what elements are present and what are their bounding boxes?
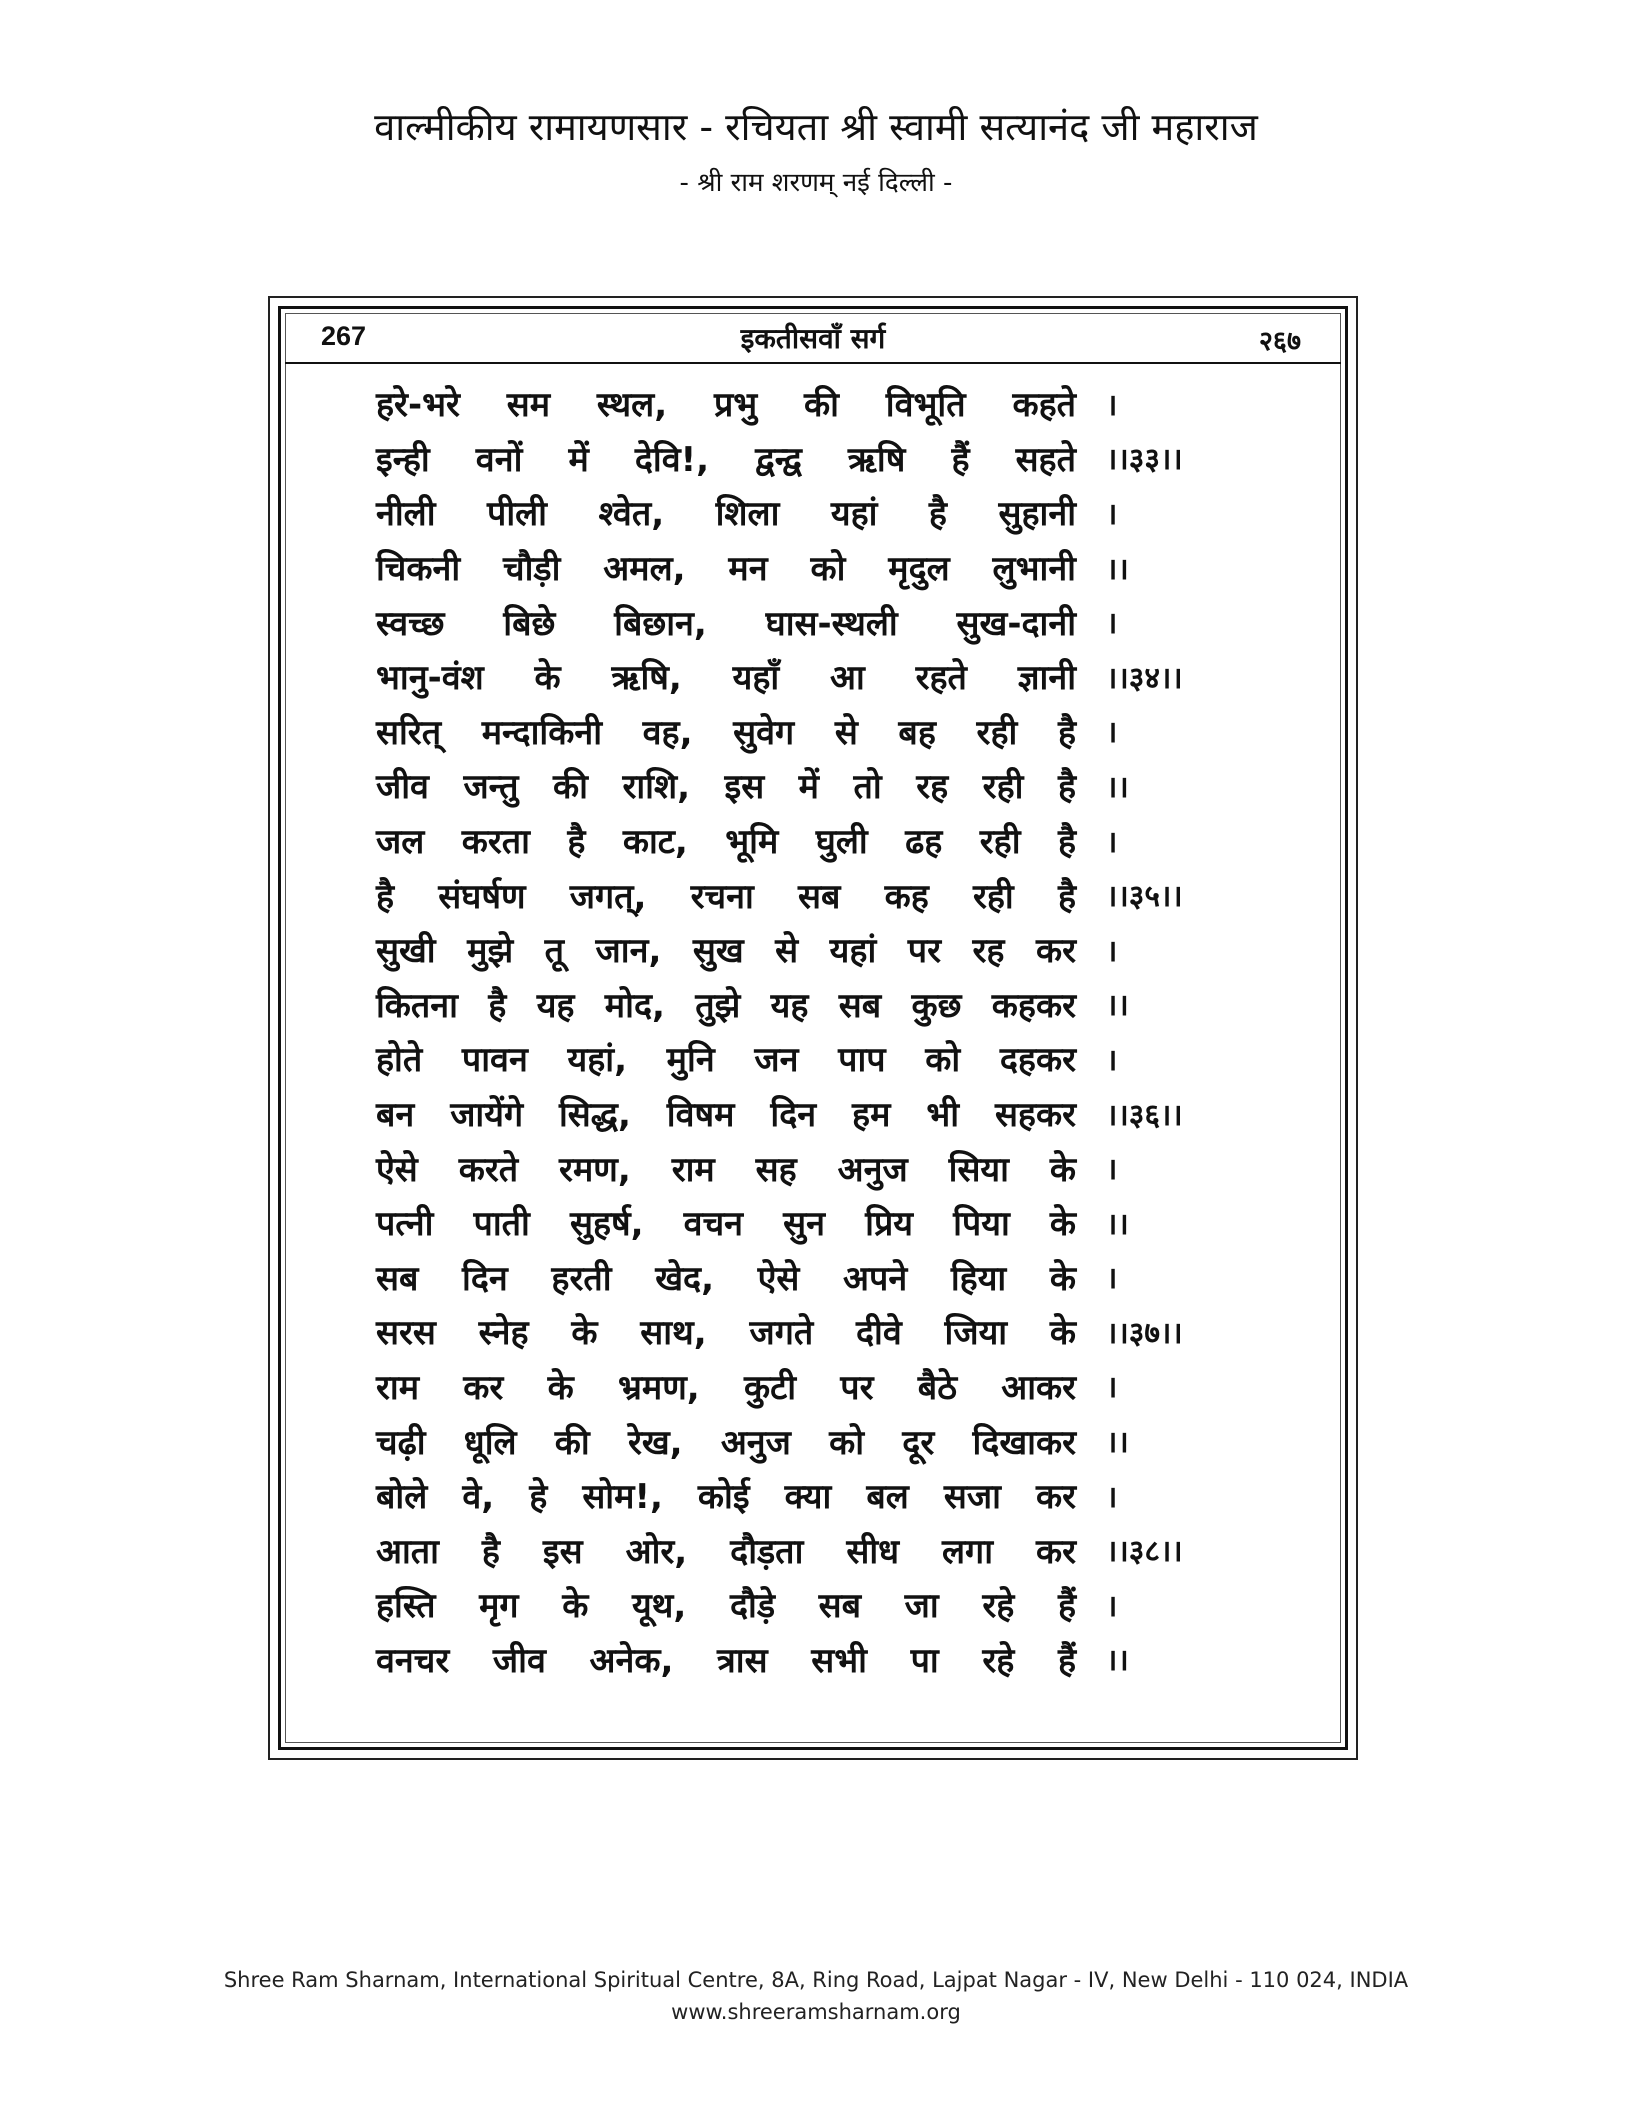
verse-text: सरस स्नेह के साथ, जगते दीवे जिया के — [376, 1313, 1076, 1354]
verse-text: भानु-वंश के ऋषि, यहाँ आ रहते ज्ञानी — [376, 658, 1076, 699]
verse-text: पत्नी पाती सुहर्ष, वचन सुन प्रिय पिया के — [376, 1204, 1076, 1245]
verse-text: स्वच्छ बिछे बिछान, घास-स्थली सुख-दानी — [376, 603, 1076, 644]
verse-block — [376, 376, 1276, 1686]
chapter-title: इकतीसवाँ सर्ग — [740, 322, 886, 355]
verse-end-mark: । — [1106, 496, 1118, 532]
verse-end-mark: । — [1106, 1479, 1118, 1515]
verse-text: आता है इस ओर, दौड़ता सीध लगा कर — [376, 1531, 1076, 1572]
footer-address: Shree Ram Sharnam, International Spiritual Centre, 8A, Ring Road, Lajpat Nagar - IV, New Delhi - 110 024, INDIA — [223, 1968, 1409, 1992]
verse-text: बोले वे, हे सोम!, कोई क्या बल सजा कर — [376, 1477, 1076, 1518]
verse-line — [376, 813, 1276, 868]
verse-line — [376, 1632, 1276, 1687]
verse-line — [376, 1304, 1276, 1359]
verse-end-mark: । — [1106, 1042, 1118, 1078]
verse-line — [376, 1359, 1276, 1414]
verse-line — [376, 1577, 1276, 1632]
verse-end-mark: ।। — [1106, 551, 1129, 587]
verse-end-mark: ।। — [1106, 769, 1129, 805]
verse-end-mark: । — [1106, 1152, 1118, 1188]
verse-end-mark: । — [1106, 606, 1118, 642]
verse-end-mark: ।। — [1106, 1643, 1129, 1679]
verse-end-mark: । — [1106, 715, 1118, 751]
verse-text: है संघर्षण जगत्, रचना सब कह रही है — [376, 876, 1076, 917]
verse-line — [376, 977, 1276, 1032]
verse-line — [376, 1086, 1276, 1141]
verse-end-mark: । — [1106, 933, 1118, 969]
verse-text: सब दिन हरती खेद, ऐसे अपने हिया के — [376, 1258, 1076, 1299]
verse-end-mark: ।। — [1106, 1206, 1129, 1242]
verse-end-mark: । — [1106, 1588, 1118, 1624]
verse-text: चढ़ी धूलि की रेख, अनुज को दूर दिखाकर — [376, 1422, 1076, 1463]
verse-end-mark: ।।३७।। — [1106, 1315, 1183, 1351]
verse-text: बन जायेंगे सिद्ध, विषम दिन हम भी सहकर — [376, 1095, 1076, 1136]
verse-line — [376, 485, 1276, 540]
verse-line — [376, 867, 1276, 922]
verse-end-mark: । — [1106, 824, 1118, 860]
verse-line — [376, 704, 1276, 759]
verse-text: नीली पीली श्वेत, शिला यहां है सुहानी — [376, 494, 1076, 535]
verse-end-mark: ।।३५।। — [1106, 879, 1183, 915]
verse-line — [376, 922, 1276, 977]
verse-line — [376, 1195, 1276, 1250]
verse-line — [376, 376, 1276, 431]
verse-end-mark: ।।३६।। — [1106, 1097, 1183, 1133]
verse-end-mark: ।।३३।। — [1106, 442, 1183, 478]
verse-text: कितना है यह मोद, तुझे यह सब कुछ कहकर — [376, 985, 1076, 1026]
verse-line — [376, 1468, 1276, 1523]
verse-line — [376, 1031, 1276, 1086]
verse-text: राम कर के भ्रमण, कुटी पर बैठे आकर — [376, 1367, 1076, 1408]
verse-text: इन्ही वनों में देवि!, द्वन्द्व ऋषि हैं सहते — [376, 439, 1076, 480]
header-divider — [285, 362, 1341, 364]
verse-text: सुखी मुझे तू जान, सुख से यहां पर रह कर — [376, 931, 1076, 972]
verse-end-mark: ।। — [1106, 1425, 1129, 1461]
verse-line — [376, 758, 1276, 813]
verse-text: चिकनी चौड़ी अमल, मन को मृदुल लुभानी — [376, 549, 1076, 590]
verse-line — [376, 1140, 1276, 1195]
verse-text: ऐसे करते रमण, राम सह अनुज सिया के — [376, 1149, 1076, 1190]
verse-line — [376, 431, 1276, 486]
verse-text: वनचर जीव अनेक, त्रास सभी पा रहे हैं — [376, 1640, 1076, 1681]
verse-text: जल करता है काट, भूमि घुली ढह रही है — [376, 822, 1076, 863]
verse-text: हस्ति मृग के यूथ, दौड़े सब जा रहे हैं — [376, 1586, 1076, 1627]
verse-end-mark: । — [1106, 1370, 1118, 1406]
footer-url: www.shreeramsharnam.org — [671, 2000, 961, 2024]
verse-text: होते पावन यहां, मुनि जन पाप को दहकर — [376, 1040, 1076, 1081]
verse-line — [376, 1522, 1276, 1577]
verse-line — [376, 1413, 1276, 1468]
page-header — [285, 313, 1341, 363]
verse-text: सरित् मन्दाकिनी वह, सुवेग से बह रही है — [376, 712, 1076, 753]
page-number-arabic: 267 — [321, 321, 367, 351]
verse-end-mark: ।।३८।। — [1106, 1534, 1183, 1570]
verse-line — [376, 540, 1276, 595]
verse-text: जीव जन्तु की राशि, इस में तो रह रही है — [376, 767, 1076, 808]
verse-end-mark: ।। — [1106, 988, 1129, 1024]
verse-end-mark: । — [1106, 387, 1118, 423]
verse-end-mark: ।।३४।। — [1106, 660, 1183, 696]
page-number-devanagari: २६७ — [1258, 326, 1301, 357]
verse-end-mark: । — [1106, 1261, 1118, 1297]
verse-text: हरे-भरे सम स्थल, प्रभु की विभूति कहते — [376, 385, 1076, 426]
document-header-subtitle: - श्री राम शरणम् नई दिल्ली - — [679, 168, 953, 198]
verse-line — [376, 649, 1276, 704]
verse-line — [376, 594, 1276, 649]
document-header-title: वाल्मीकीय रामायणसार - रचियता श्री स्वामी सत्यानंद जी महाराज — [374, 105, 1258, 149]
verse-line — [376, 1250, 1276, 1305]
